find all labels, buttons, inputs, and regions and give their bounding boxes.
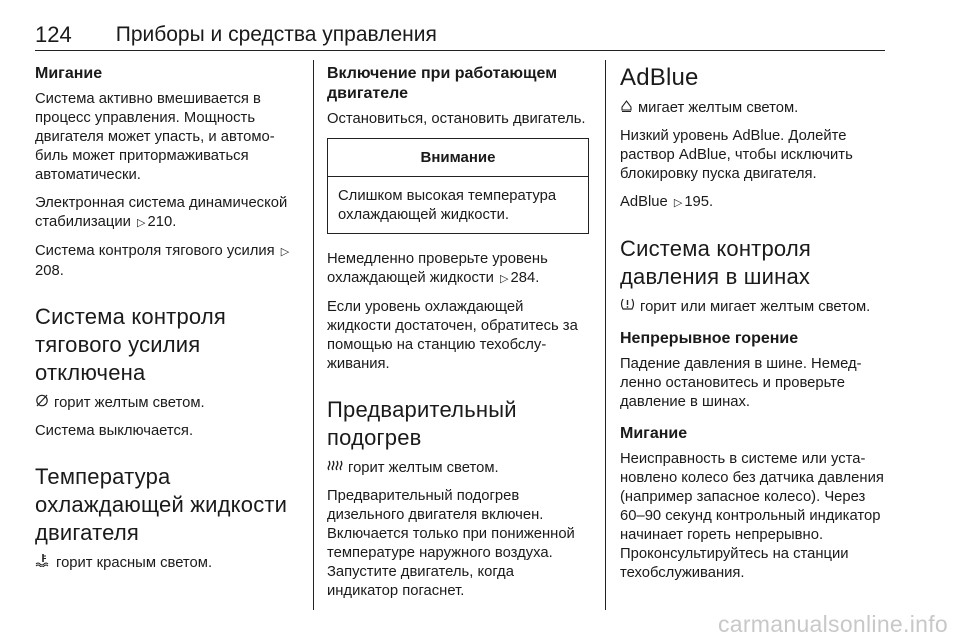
section-heading-steady: Непрерывное горение [620,330,799,347]
column-right [620,64,888,610]
indicator-text: горит красным светом. [56,555,213,571]
indicator-text: горит или мигает желтым светом. [640,299,871,315]
page-reference-arrow-icon: ▷ [137,217,146,229]
column-divider [313,60,314,610]
paragraph: Система активно вмешивается в процесс управления. Мощность двигателя может упасть, и автомобиль может притормаживаться автоматически. [35,91,275,183]
page-reference-arrow-icon: ▷ [673,197,683,209]
paragraph: Остановиться, остановить двигатель. [327,111,586,127]
section-heading-blink: Мигание [35,65,103,82]
indicator-line [327,458,589,478]
tire-pressure-icon [620,297,635,316]
page-reference-arrow-icon: ▷ [500,273,509,285]
column-left [35,64,297,610]
page-reference[interactable]: 195. [684,194,714,210]
indicator-line [620,297,888,317]
section-title-tire-pressure: Система контроля давления в шинах [620,236,811,289]
section-title-coolant-temperature: Температура охлаждающей жидкости двигателя [35,464,288,545]
page-reference-arrow-icon: ▷ [280,246,290,258]
indicator-line [620,98,888,118]
glow-plug-icon [327,458,343,477]
section-heading-running-engine: Включение при работающем двигателе [327,65,558,102]
paragraph: Неисправность в системе или установлено колесо без датчика давления (например запасное колесо). Через 60–90 секунд контрольный индикатор начинает гореть непрерывно. Проконсультируйтесь на станции техобслуживания. [620,451,884,581]
paragraph-text: Система контроля тягового усилия [35,243,275,259]
paragraph: Система выключается. [35,423,194,439]
paragraph [327,250,589,289]
paragraph-text: Немедленно проверьте уровень охлаждающей жидкости [327,251,548,286]
page-title: Приборы и средства управления [115,23,437,46]
paragraph-text: AdBlue [620,194,668,210]
paragraph: Если уровень охлаждающей жидкости достаточен, обратитесь за помощью на станцию техобслуживания. [327,299,578,372]
watermark: carmanualsonline.info [717,611,948,637]
paragraph [620,193,888,213]
indicator-text: горит желтым светом. [348,460,499,476]
page-number: 124 [35,22,72,47]
page-reference[interactable]: 208. [35,263,64,279]
warning-body: Слишком высокая температура охлаждающей жидкости. [338,188,557,223]
paragraph [35,194,297,233]
indicator-line [35,553,297,573]
adblue-icon [620,98,633,117]
section-heading-blink: Мигание [620,425,688,442]
column-middle [327,64,589,610]
column-divider [605,60,606,610]
section-title-adblue: AdBlue [620,64,699,91]
section-title-preheat: Предварительный подогрев [327,397,517,450]
page-reference[interactable]: 210. [147,214,177,230]
section-title-traction-control-off: Система контроля тягового усилия отключена [35,304,226,385]
paragraph: Падение давления в шине. Немедленно остановитесь и проверьте давление в шинах. [620,356,862,410]
page-reference[interactable]: 284. [510,270,540,286]
paragraph [35,242,297,281]
paragraph: Низкий уровень AdBlue. Долейте раствор AdBlue, чтобы исключить блокировку пуска двигателя. [620,128,853,182]
warning-box [327,138,589,234]
paragraph-text: Электронная система динамической стабилизации [35,195,288,230]
indicator-line [35,393,297,413]
traction-control-off-icon [35,393,49,412]
indicator-text: мигает желтым светом. [638,100,799,116]
page-header [35,20,885,51]
indicator-text: горит желтым светом. [54,395,205,411]
warning-title: Внимание [328,139,588,177]
paragraph: Предварительный подогрев дизельного двигателя включен. Включается только при пониженной температуре наружного воздуха. Запустите двигатель, когда индикатор погаснет. [327,488,575,599]
coolant-temperature-icon [35,553,51,572]
